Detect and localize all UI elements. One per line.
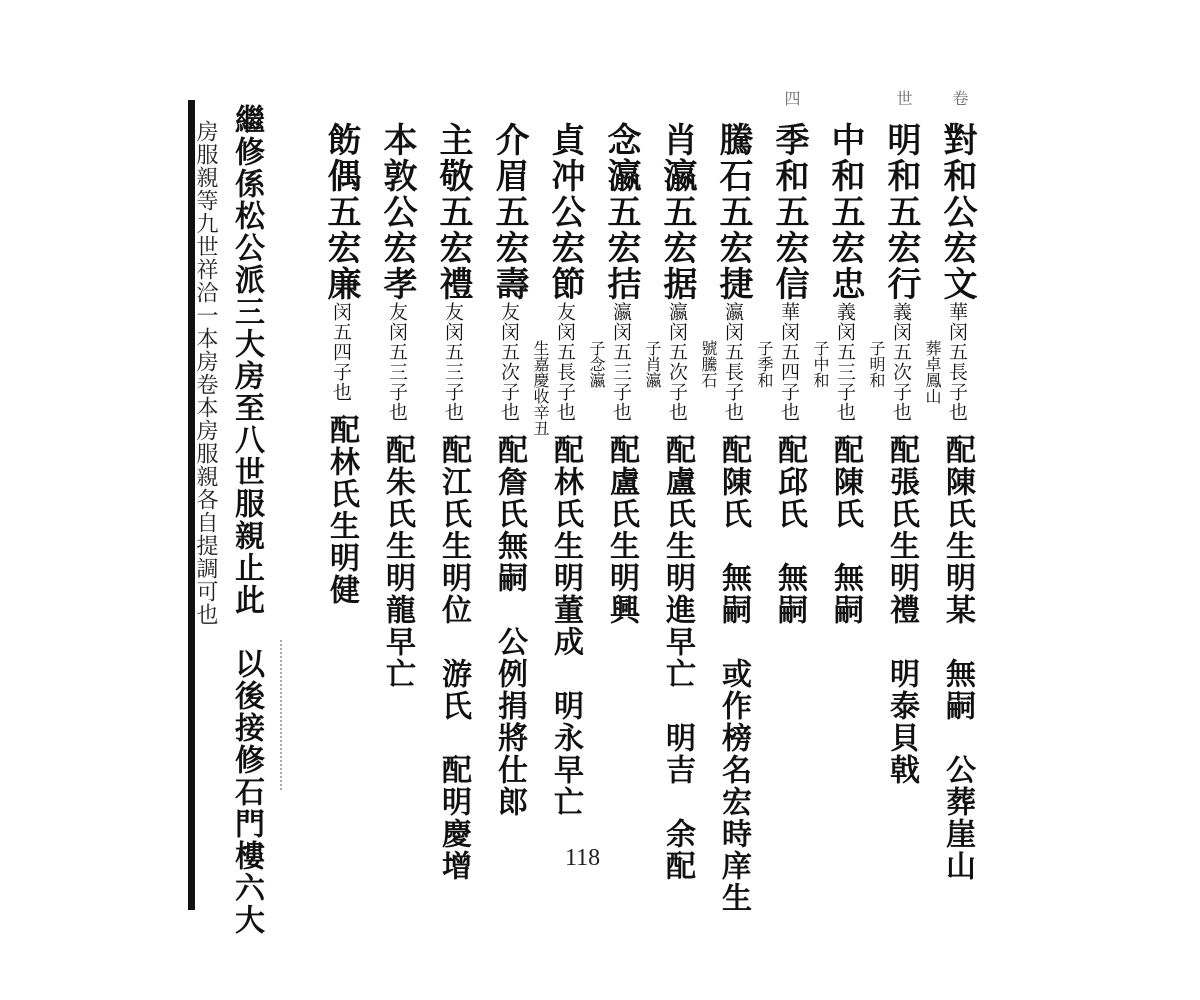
entry-name: 騰石五宏捷 — [713, 122, 753, 302]
entry-sub-note: 子中和 — [811, 340, 830, 388]
entry-sub-note: 生嘉慶收辛丑 — [531, 340, 550, 436]
entry-name: 主敬五宏禮 — [433, 122, 473, 302]
entry-column — [657, 122, 697, 882]
entry-relation-note: 友闵五三子也 — [442, 302, 464, 422]
entry-seq-marker: 四 — [782, 90, 801, 106]
entry-spouse-line: 配陳氏 無嗣 或作榜名宏時庠生 — [716, 434, 751, 914]
entry-seq-marker: 卷 — [950, 90, 969, 106]
entry-spouse-line: 配詹氏無嗣 公例捐將仕郎 — [492, 434, 527, 818]
entry-relation-note: 瀛闵五次子也 — [666, 302, 688, 422]
entry-column — [601, 122, 641, 626]
entry-name: 飭偶五宏廉 — [321, 122, 361, 302]
page-number: 118 — [565, 845, 601, 871]
left-margin-subnote: 房服親等九世祥洽一本房卷本房服親各自提調可也 — [193, 120, 218, 626]
entry-sub-note: 子念瀛 — [587, 340, 606, 388]
entry-relation-note: 友闵五長子也 — [554, 302, 576, 422]
entry-spouse-line: 配邱氏 無嗣 — [772, 434, 807, 626]
entry-relation-note: 瀛闵五長子也 — [722, 302, 744, 422]
entry-relation-note: 友闵五三子也 — [386, 302, 408, 422]
entry-name: 明和五宏行 — [881, 122, 921, 302]
entry-seq-marker: 世 — [894, 90, 913, 106]
entry-relation-note: 華闵五四子也 — [778, 302, 800, 422]
entry-spouse-line: 配盧氏生明進早亡 明吉 余配 — [660, 434, 695, 882]
entry-name: 念瀛五宏拮 — [601, 122, 641, 302]
entry-sub-note: 子季和 — [755, 340, 774, 388]
entry-spouse-line: 配朱氏生明龍早亡 — [380, 434, 415, 690]
left-margin-note: 繼修係松公派三大房至八世服親止此 以後接修石門樓六大 — [229, 104, 264, 936]
entry-column — [545, 122, 585, 818]
faded-stamp — [280, 640, 362, 790]
entry-sub-note: 號騰石 — [699, 340, 718, 388]
entry-column — [769, 122, 809, 626]
entry-sub-note: 葬卓鳳山 — [923, 340, 942, 404]
entry-relation-note: 義闵五次子也 — [890, 302, 912, 422]
entry-column — [321, 122, 361, 606]
entry-spouse-line: 配陳氏 無嗣 — [828, 434, 863, 626]
entry-relation-note: 義闵五三子也 — [834, 302, 856, 422]
entry-sub-note: 子明和 — [867, 340, 886, 388]
entry-relation-note: 闵五四子也 — [330, 302, 352, 402]
entry-relation-note: 友闵五次子也 — [498, 302, 520, 422]
entry-column — [489, 122, 529, 818]
entry-name: 對和公宏文 — [937, 122, 977, 302]
entry-column — [881, 122, 921, 786]
entry-name: 介眉五宏壽 — [489, 122, 529, 302]
entry-column — [377, 122, 417, 690]
entry-spouse-line: 配盧氏生明興 — [604, 434, 639, 626]
entry-name: 中和五宏忠 — [825, 122, 865, 302]
entry-name: 貞冲公宏節 — [545, 122, 585, 302]
entry-relation-note: 華闵五長子也 — [946, 302, 968, 422]
entry-column — [825, 122, 865, 626]
entry-spouse-line: 配林氏生明健 — [324, 414, 359, 606]
entry-sub-note: 子肖瀛 — [643, 340, 662, 388]
entry-name: 肖瀛五宏据 — [657, 122, 697, 302]
entry-relation-note: 瀛闵五三子也 — [610, 302, 632, 422]
entry-spouse-line: 配陳氏生明某 無嗣 公葬崖山 — [940, 434, 975, 882]
entry-spouse-line: 配林氏生明董成 明永早亡 — [548, 434, 583, 818]
entry-spouse-line: 配江氏生明位 游氏 配明慶增 — [436, 434, 471, 882]
entry-column — [433, 122, 473, 882]
entry-name: 季和五宏信 — [769, 122, 809, 302]
entry-spouse-line: 配張氏生明禮 明泰貝戟 — [884, 434, 919, 786]
entry-column — [713, 122, 753, 914]
entry-name: 本敦公宏孝 — [377, 122, 417, 302]
genealogy-page — [180, 90, 980, 936]
entry-column — [937, 122, 977, 882]
